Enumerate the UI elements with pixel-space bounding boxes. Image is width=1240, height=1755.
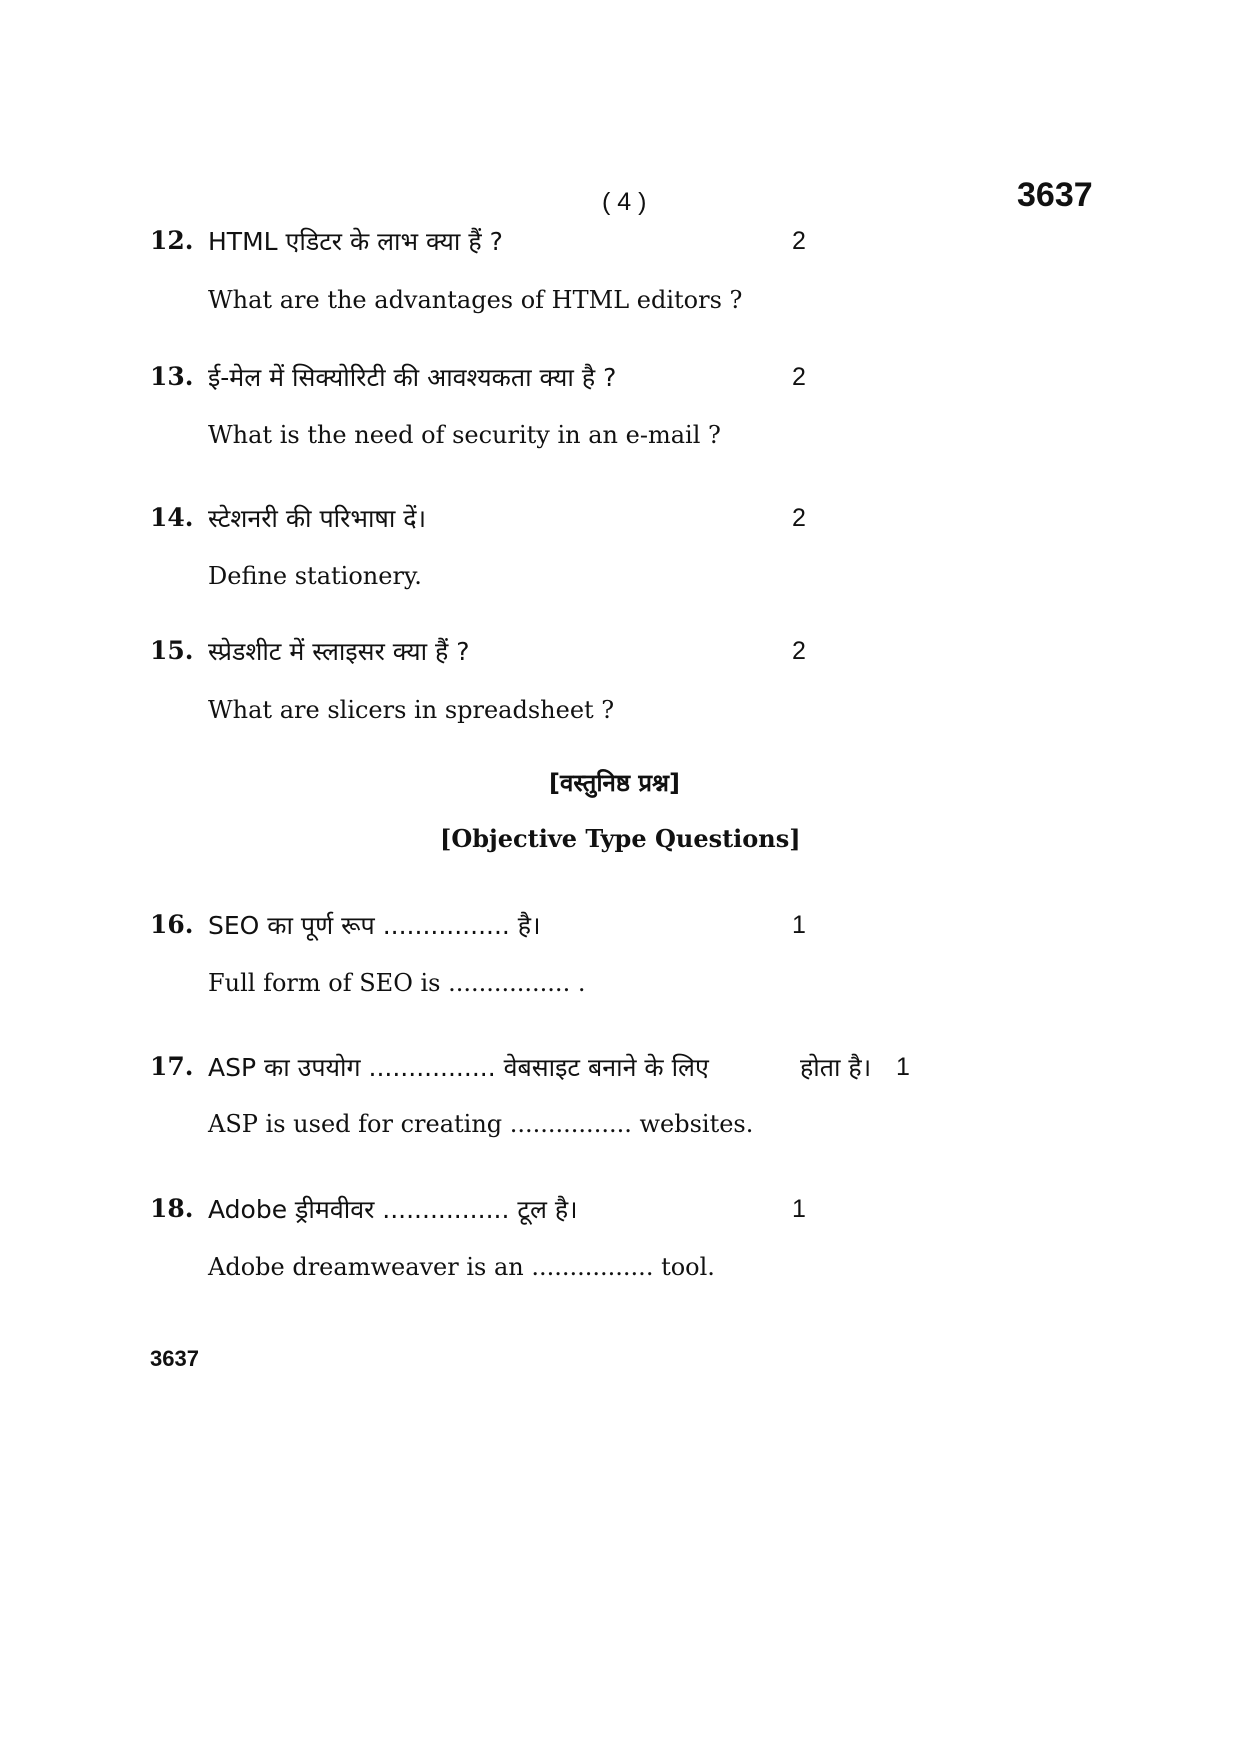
page-number: ( 4 ) bbox=[602, 188, 647, 216]
paper-code-footer: 3637 bbox=[150, 1346, 199, 1371]
question-13-number: 13. bbox=[150, 362, 194, 391]
question-12-english: What are the advantages of HTML editors ? bbox=[208, 286, 743, 314]
question-15-hindi: स्प्रेडशीट में स्लाइसर क्या हैं ? bbox=[208, 637, 470, 666]
question-14-english: Define stationery. bbox=[208, 562, 422, 590]
question-16-hindi: SEO का पूर्ण रूप ................ है। bbox=[208, 911, 541, 940]
question-18-hindi: Adobe ड्रीमवीवर ................ टूल है। bbox=[208, 1195, 578, 1224]
question-14-number: 14. bbox=[150, 503, 194, 532]
question-13-english: What is the need of security in an e-mail ? bbox=[208, 421, 721, 449]
question-17-marks: 1 bbox=[896, 1053, 910, 1081]
question-12-number: 12. bbox=[150, 226, 194, 255]
question-14-marks: 2 bbox=[792, 504, 806, 532]
question-17-hindi-end: होता है। bbox=[800, 1053, 872, 1082]
question-15-marks: 2 bbox=[792, 637, 806, 665]
question-13-hindi: ई-मेल में सिक्योरिटी की आवश्यकता क्या है ? bbox=[208, 363, 617, 392]
question-17-hindi: ASP का उपयोग ................ वेबसाइट बनाने के लिए bbox=[208, 1053, 709, 1082]
question-14-hindi: स्टेशनरी की परिभाषा दें। bbox=[208, 504, 427, 533]
question-12-marks: 2 bbox=[792, 227, 806, 255]
question-16-number: 16. bbox=[150, 910, 194, 939]
section-heading-hindi: [वस्तुनिष्ठ प्रश्न] bbox=[549, 769, 680, 797]
question-13-marks: 2 bbox=[792, 363, 806, 391]
question-15-number: 15. bbox=[150, 636, 194, 665]
question-17-number: 17. bbox=[150, 1052, 194, 1081]
section-heading-english: [Objective Type Questions] bbox=[440, 824, 801, 853]
question-16-english: Full form of SEO is ................ . bbox=[208, 969, 586, 997]
question-17-english: ASP is used for creating ................ websites. bbox=[208, 1110, 754, 1138]
question-16-marks: 1 bbox=[792, 911, 806, 939]
paper-code-header: 3637 bbox=[1017, 176, 1093, 214]
question-15-english: What are slicers in spreadsheet ? bbox=[208, 696, 615, 724]
question-18-marks: 1 bbox=[792, 1195, 806, 1223]
question-12-hindi: HTML एडिटर के लाभ क्या हैं ? bbox=[208, 227, 503, 256]
question-18-english: Adobe dreamweaver is an ................ tool. bbox=[208, 1253, 715, 1281]
question-18-number: 18. bbox=[150, 1194, 194, 1223]
